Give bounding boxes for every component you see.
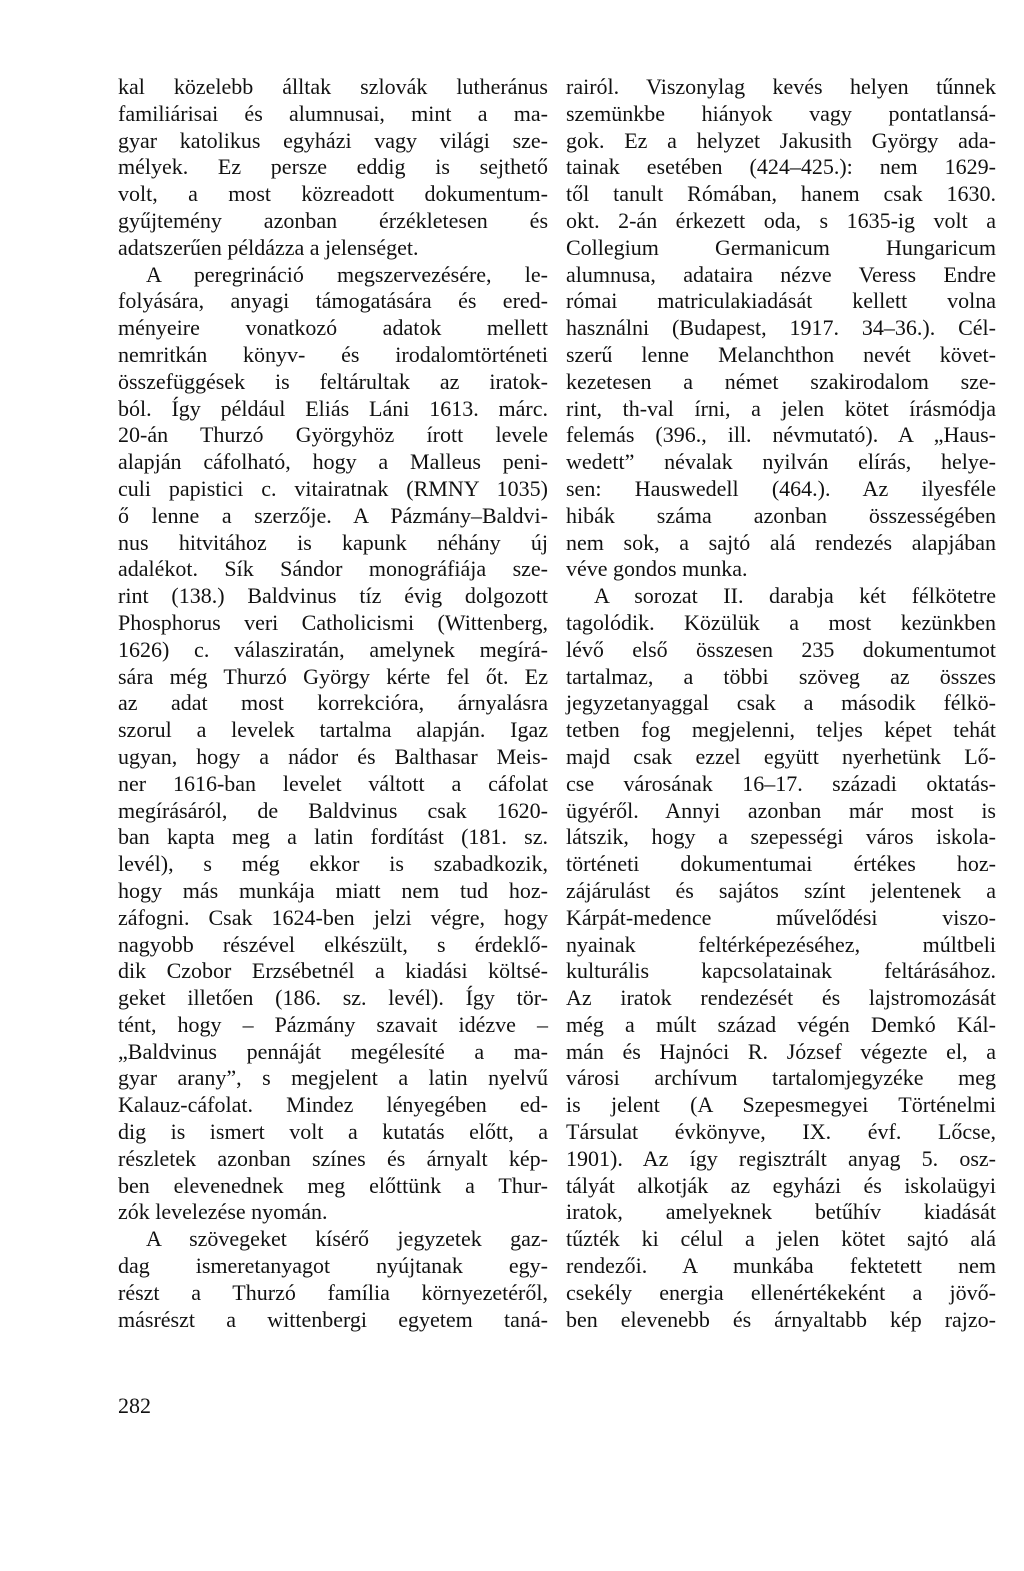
right-column-line: gok. Ez a helyzet Jakusith György ada-	[566, 127, 996, 153]
right-column-line: Kárpát-medence művelődési viszo-	[566, 904, 996, 930]
left-column-line: záfogni. Csak 1624-ben jelzi végre, hogy	[118, 904, 548, 930]
left-column-line: hogy más munkája miatt nem tud hoz-	[118, 877, 548, 903]
left-column-line: szorul a levelek tartalma alapján. Igaz	[118, 717, 548, 743]
right-column-line: wedett” névalak nyilván elírás, helye-	[566, 449, 996, 475]
left-column-line: Kalauz-cáfolat. Mindez lényegében ed-	[118, 1092, 548, 1118]
left-column-line: mélyek. Ez persze eddig is sejthető	[118, 154, 548, 180]
right-column-line: cse városának 16–17. századi oktatás-	[566, 770, 996, 796]
left-column-line: dik Czobor Erzsébetnél a kiadási költsé-	[118, 958, 548, 984]
left-column-line: 20-án Thurzó Györgyhöz írott levele	[118, 422, 548, 448]
left-column-line: dig is ismert volt a kutatás előtt, a	[118, 1119, 548, 1145]
left-column-line: nus hitvitához is kapunk néhány új	[118, 529, 548, 555]
right-column-line: től tanult Rómában, hanem csak 1630.	[566, 181, 996, 207]
left-column-line: részt a Thurzó família környezetéről,	[118, 1279, 548, 1305]
left-column-line: megírásáról, de Baldvinus csak 1620-	[118, 797, 548, 823]
left-column-line: 1626) c. válasziratán, amelynek megírá-	[118, 636, 548, 662]
right-column-line: tűzték ki célul a jelen kötet sajtó alá	[566, 1226, 996, 1252]
left-column-line: adalékot. Sík Sándor monográfiája sze-	[118, 556, 548, 582]
left-column-line: tént, hogy – Pázmány szavait idézve –	[118, 1011, 548, 1037]
right-column-line: kezetesen a német szakirodalom sze-	[566, 368, 996, 394]
left-column-line: ból. Így például Eliás Láni 1613. márc.	[118, 395, 548, 421]
right-column-line: 1901). Az így regisztrált anyag 5. osz-	[566, 1145, 996, 1171]
right-column-line: tartalmaz, a többi szöveg az összes	[566, 663, 996, 689]
right-column-line: Collegium Germanicum Hungaricum	[566, 234, 996, 260]
left-column-line: folyására, anyagi támogatására és ered-	[118, 288, 548, 314]
right-column-line: tályát alkotják az egyházi és iskolaügyi	[566, 1172, 996, 1198]
left-column-line: Phosphorus veri Catholicismi (Wittenberg,	[118, 609, 548, 635]
right-column-line: szerű lenne Melanchthon nevét követ-	[566, 341, 996, 367]
right-column-line: használni (Budapest, 1917. 34–36.). Cél-	[566, 315, 996, 341]
left-column-line: másrészt a wittenbergi egyetem taná-	[118, 1306, 548, 1332]
right-column-line: ügyéről. Annyi azonban már most is	[566, 797, 996, 823]
left-column-line: gyűjtemény azonban érzékletesen és	[118, 207, 548, 233]
right-column-line: véve gondos munka.	[566, 556, 748, 582]
left-column-line: kal közelebb álltak szlovák lutheránus	[118, 74, 548, 99]
right-column-line: Az iratok rendezését és lajstromozását	[566, 985, 996, 1011]
right-column-line: majd csak ezzel együtt nyerhetünk Lő-	[566, 743, 996, 769]
right-column-line: is jelent (A Szepesmegyei Történelmi	[566, 1092, 996, 1118]
right-column-line: még a múlt század végén Demkó Kál-	[566, 1011, 996, 1037]
left-column-line: ményeire vonatkozó adatok mellett	[118, 315, 548, 341]
right-column-line: hibák száma azonban összességében	[566, 502, 996, 528]
left-column-line: A peregrináció megszervezésére, le-	[146, 261, 548, 287]
right-column-line: csekély energia ellenértékeként a jövő-	[566, 1279, 996, 1305]
left-column-line: zók levelezése nyomán.	[118, 1199, 328, 1225]
left-text-column	[118, 74, 548, 1333]
left-column-line: ben elevenednek meg előttünk a Thur-	[118, 1172, 548, 1198]
left-column-line: gyar arany”, s megjelent a latin nyelvű	[118, 1065, 548, 1091]
right-text-column	[566, 74, 996, 1333]
left-column-line: A szövegeket kísérő jegyzetek gaz-	[146, 1226, 548, 1252]
right-column-line: nem sok, a sajtó alá rendezés alapjában	[566, 529, 996, 555]
right-column-line: jegyzetanyaggal csak a második félkö-	[566, 690, 996, 716]
right-column-line: okt. 2-án érkezett oda, s 1635-ig volt a	[566, 207, 996, 233]
left-column-line: familiárisai és alumnusai, mint a ma-	[118, 100, 548, 126]
left-column-line: ő lenne a szerzője. A Pázmány–Baldvi-	[118, 502, 548, 528]
right-column-line: alumnusa, adataira nézve Veress Endre	[566, 261, 996, 287]
left-column-line: dag ismeretanyagot nyújtanak egy-	[118, 1253, 548, 1279]
right-column-line: tainak esetében (424–425.): nem 1629-	[566, 154, 996, 180]
right-column-line: városi archívum tartalomjegyzéke meg	[566, 1065, 996, 1091]
left-column-line: „Baldvinus pennáját megélesíté a ma-	[118, 1038, 548, 1064]
left-column-line: adatszerűen példázza a jelenséget.	[118, 234, 419, 260]
left-column-line: nagyobb részével elkészült, s érdeklő-	[118, 931, 548, 957]
right-column-line: mán és Hajnóci R. József végezte el, a	[566, 1038, 996, 1064]
right-column-line: szemünkbe hiányok vagy pontatlansá-	[566, 100, 996, 126]
left-column-line: alapján cáfolható, hogy a Malleus peni-	[118, 449, 548, 475]
right-column-line: római matriculakiadását kellett volna	[566, 288, 996, 314]
left-column-line: sára még Thurzó György kérte fel őt. Ez	[118, 663, 548, 689]
right-column-line: rendezői. A munkába fektetett nem	[566, 1253, 996, 1279]
right-column-line: látszik, hogy a szepességi város iskola-	[566, 824, 996, 850]
left-column-line: ugyan, hogy a nádor és Balthasar Meis-	[118, 743, 548, 769]
right-column-line: ben elevenebb és árnyaltabb kép rajzo-	[566, 1306, 996, 1332]
left-column-line: rint (138.) Baldvinus tíz évig dolgozott	[118, 583, 548, 609]
right-column-line: lévő első összesen 235 dokumentumot	[566, 636, 996, 662]
left-column-line: volt, a most közreadott dokumentum-	[118, 181, 548, 207]
right-column-line: nyainak feltérképezéséhez, múltbeli	[566, 931, 996, 957]
right-column-line: sen: Hauswedell (464.). Az ilyesféle	[566, 475, 996, 501]
right-column-line: történeti dokumentumai értékes hoz-	[566, 851, 996, 877]
right-column-line: rint, th-val írni, a jelen kötet írásmódja	[566, 395, 996, 421]
left-column-line: culi papistici c. vitairatnak (RMNY 1035)	[118, 475, 548, 501]
right-column-line: iratok, amelyeknek betűhív kiadását	[566, 1199, 996, 1225]
left-column-line: az adat most korrekcióra, árnyalásra	[118, 690, 548, 716]
right-column-line: kulturális kapcsolatainak feltárásához.	[566, 958, 996, 984]
right-column-line: zájárulást és sajátos színt jelentenek a	[566, 877, 996, 903]
left-column-line: összefüggések is feltárultak az iratok-	[118, 368, 548, 394]
left-column-line: nemritkán könyv- és irodalomtörténeti	[118, 341, 548, 367]
right-column-line: rairól. Viszonylag kevés helyen tűnnek	[566, 74, 996, 99]
left-column-line: gyar katolikus egyházi vagy világi sze-	[118, 127, 548, 153]
left-column-line: ban kapta meg a latin fordítást (181. sz.	[118, 824, 548, 850]
page-number: 282	[118, 1393, 151, 1418]
right-column-line: A sorozat II. darabja két félkötetre	[594, 583, 996, 609]
right-column-line: Társulat évkönyve, IX. évf. Lőcse,	[566, 1119, 996, 1145]
left-column-line: geket illetően (186. sz. levél). Így tör-	[118, 985, 548, 1011]
left-column-line: levél), s még ekkor is szabadkozik,	[118, 851, 548, 877]
left-column-line: részletek azonban színes és árnyalt kép-	[118, 1145, 548, 1171]
right-column-line: tagolódik. Közülük a most kezünkben	[566, 609, 996, 635]
right-column-line: felemás (396., ill. névmutató). A „Haus-	[566, 422, 996, 448]
right-column-line: tetben fog megjelenni, teljes képet tehát	[566, 717, 996, 743]
left-column-line: ner 1616-ban levelet váltott a cáfolat	[118, 770, 548, 796]
